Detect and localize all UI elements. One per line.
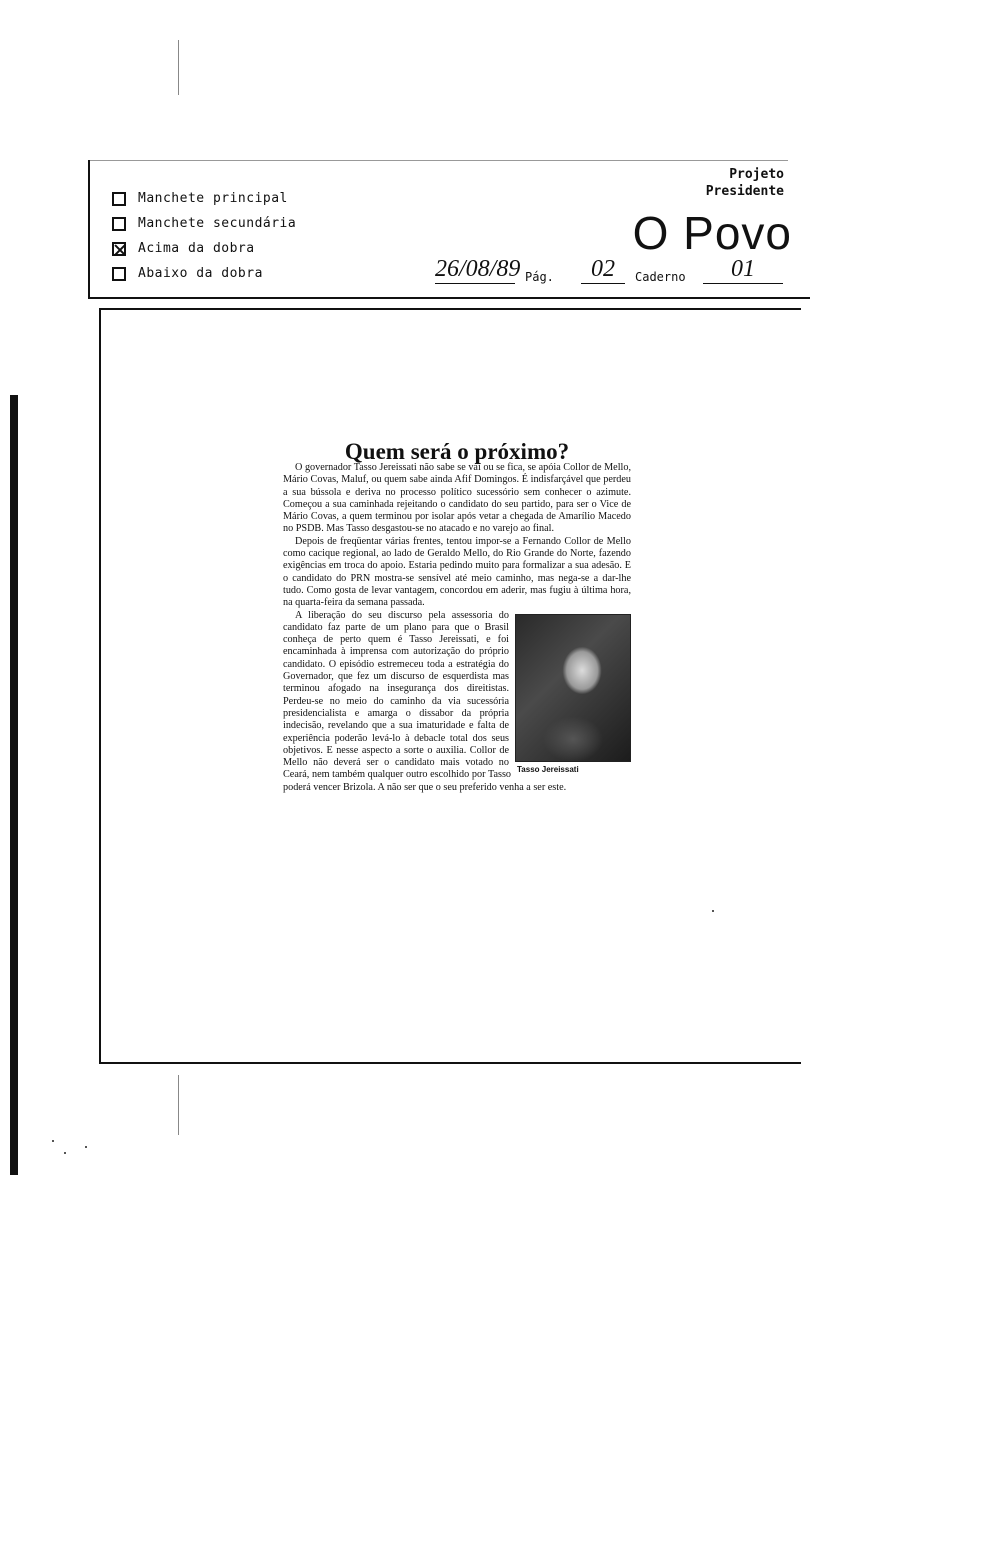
project-line-1: Projeto — [729, 167, 784, 182]
photo-caption-wrap — [517, 764, 631, 776]
clipping-date: 26/08/89 — [435, 256, 521, 282]
section-label: Caderno — [635, 270, 686, 284]
project-label — [706, 166, 784, 200]
checkbox-manchete-principal — [112, 192, 126, 206]
checklist-item-acima-da-dobra — [112, 236, 296, 261]
clipping-meta — [435, 258, 805, 288]
scan-speck — [52, 1140, 54, 1142]
article-headline: Quem será o próximo? — [344, 439, 570, 465]
checklist-label: Abaixo da dobra — [138, 266, 263, 281]
checklist-item-abaixo-da-dobra — [112, 261, 296, 286]
clipping-header — [88, 160, 810, 299]
scan-speck — [178, 40, 179, 95]
checklist-item-manchete-principal — [112, 186, 296, 211]
checkbox-manchete-secundaria — [112, 217, 126, 231]
scan-speck — [85, 1146, 87, 1148]
checkbox-abaixo-da-dobra — [112, 267, 126, 281]
checklist-label: Manchete principal — [138, 191, 288, 206]
scan-speck — [178, 1075, 179, 1135]
page-number: 02 — [581, 256, 625, 284]
article-paragraph: O governador Tasso Jereissati não sabe se vai ou se fica, se apóia Collor de Mello, Mário Covas, Maluf, ou quem sabe ainda Afif Domingos. É indisfarçável que perdeu a sua bússola e deriva no processo político sucessório sem conhecer o azimute. Começou a sua caminhada rejeitando o candidato do seu partido, para ser o Vice de Mário Covas, a quem terminou por isolar após vetar a chegada de Amarílio Macedo no PSDB. Mas Tasso desgastou-se no atacado e no varejo ao final. — [283, 462, 631, 535]
checkbox-acima-da-dobra — [112, 242, 126, 256]
checklist-item-manchete-secundaria — [112, 211, 296, 236]
article-paragraph: Depois de freqüentar várias frentes, tentou impor-se a Fernando Collor de Mello como cacique regional, ao lado de Geraldo Mello, do Rio Grande do Norte, fazendo exigências em troca do apoio. Estaria pedindo muito para formalizar a sua adesão. E o candidato do PRN mostra-se sensível até meio caminho, mas nega-se a dar-lhe tudo. Como gosta de levar vantagem, concordou em aderir, mas fugiu à última hora, na quarta-feira da semana passada. — [283, 535, 631, 609]
photo-caption: Tasso Jereissati — [517, 764, 579, 774]
page-label: Pág. — [525, 270, 554, 284]
placement-checklist — [112, 186, 296, 286]
scan-speck — [64, 1152, 66, 1154]
newspaper-name: O Povo — [632, 207, 792, 259]
checklist-label: Manchete secundária — [138, 216, 297, 231]
portrait-photo — [515, 614, 631, 762]
project-line-2: Presidente — [705, 184, 784, 199]
scan-edge — [10, 395, 18, 1175]
article-paragraph: A liberação do seu discurso pela assessoria do candidato faz parte de um plano para que o Brasil conheça de perto quem é Tasso Jereissati, e foi encaminhada à imprensa com autorização do próprio candidato. O episódio estremeceu toda a estratégia do Governador, que fez um discurso de esquerdista mas terminou afogado na insegurança dos direitistas. Perdeu-se no meio do caminho da via sucessória presidencialista e amarga o dissabor da própria indecisão, revelando que a sua imaturidade e falta de experiência poderão levá-lo à debacle total dos seus objetivos. E nesse aspecto a sorte o auxilia. Collor de Mello não deverá ser o candidato mais votado no Ceará, nem também qualquer outro escolhido por Tasso poderá vencer Brizola. A não ser que o seu preferido venha a ser este. — [283, 609, 567, 793]
section-number: 01 — [703, 256, 783, 284]
article-body — [283, 462, 631, 794]
checklist-label: Acima da dobra — [138, 241, 255, 256]
